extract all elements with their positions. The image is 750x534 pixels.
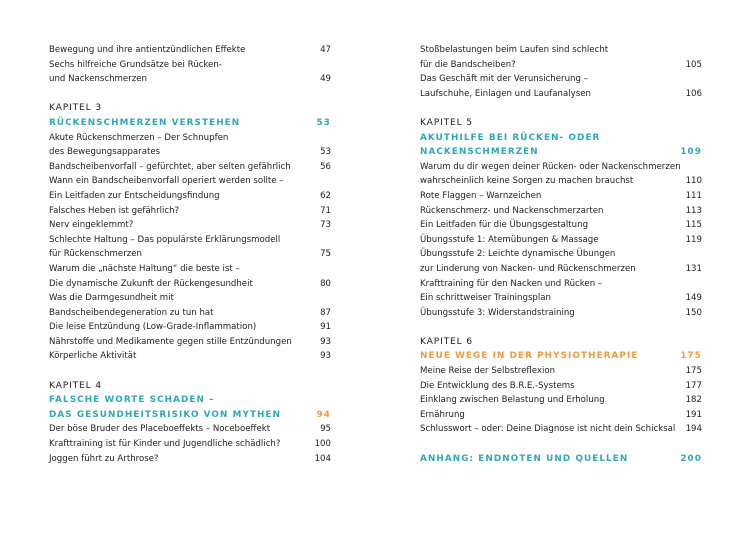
toc-entry [420, 160, 702, 175]
page-number: 100 [314, 439, 331, 450]
page-number: 150 [685, 307, 702, 318]
toc-entry [49, 262, 331, 277]
section-spacer [49, 87, 331, 102]
page-number: 53 [320, 147, 331, 158]
toc-entry [49, 320, 331, 335]
toc-entry [49, 422, 331, 437]
page-number: 175 [680, 351, 702, 362]
toc-entry-title: Nerv eingeklemmt? [49, 220, 134, 231]
chapter-label [49, 379, 331, 394]
chapter-title [420, 349, 702, 364]
toc-entry [49, 349, 331, 364]
toc-entry-title: Die Entwicklung des B.R.E.-Systems [420, 380, 575, 391]
toc-entry-title: Warum die „nächste Haltung“ die beste ist – [49, 263, 240, 274]
chapter-number: KAPITEL 5 [420, 116, 473, 128]
toc-entry [49, 72, 331, 87]
section-spacer [420, 101, 702, 116]
page-number: 110 [685, 176, 702, 187]
toc-entry-title: Rückenschmerz- und Nackenschmerzarten [420, 205, 604, 216]
toc-entry [49, 277, 331, 292]
page-number: 191 [685, 409, 702, 420]
toc-entry [49, 233, 331, 248]
chapter-title [49, 408, 331, 423]
toc-entry-title: für Rückenschmerzen [49, 249, 142, 260]
chapter-label [420, 116, 702, 131]
page-number: 62 [320, 190, 331, 201]
toc-entry [420, 277, 702, 292]
toc-entry [420, 291, 702, 306]
page-number: 73 [320, 220, 331, 231]
section-spacer [49, 364, 331, 379]
page-number: 47 [320, 45, 331, 55]
page-number: 111 [685, 190, 702, 201]
toc-entry [49, 174, 331, 189]
toc-entry [49, 218, 331, 233]
toc-entry [49, 204, 331, 219]
chapter-number: KAPITEL 3 [49, 102, 102, 114]
page-number: 109 [680, 147, 702, 158]
chapter-title [49, 116, 331, 131]
toc-entry-title: Nährstoffe und Medikamente gegen stille Entzündungen [49, 336, 292, 347]
page-number: 104 [314, 453, 331, 464]
toc-entry-title: Krafttraining ist für Kinder und Jugendliche schädlich? [49, 439, 281, 450]
toc-entry-title: Falsches Heben ist gefährlich? [49, 205, 180, 216]
chapter-title-text: DAS GESUNDHEITSRISIKO VON MYTHEN [49, 409, 282, 420]
toc-entry [420, 43, 702, 58]
chapter-label [49, 101, 331, 116]
toc-entry-title: Was die Darmgesundheit mit [49, 293, 174, 304]
page-number: 93 [320, 351, 331, 362]
toc-entry [420, 306, 702, 321]
toc-entry [49, 131, 331, 146]
toc-entry [49, 160, 331, 175]
page-number: 91 [320, 322, 331, 333]
toc-column-right [420, 43, 702, 466]
toc-entry-title: Joggen führt zu Arthrose? [49, 453, 159, 464]
toc-entry [49, 189, 331, 204]
toc-entry [420, 422, 702, 437]
toc-entry-title: Meine Reise der Selbstreflexion [420, 366, 556, 377]
toc-entry-title: Laufschuhe, Einlagen und Laufanalysen [420, 88, 591, 99]
toc-entry-title: Bewegung und ihre antientzündlichen Effekte [49, 45, 246, 55]
toc-entry-title: Übungsstufe 3: Widerstandstraining [420, 307, 575, 318]
toc-entry [420, 204, 702, 219]
toc-entry-title: Die dynamische Zukunft der Rückengesundheit [49, 278, 253, 289]
toc-column-left [49, 43, 331, 466]
toc-entry [420, 58, 702, 73]
page-number: 113 [685, 205, 702, 216]
page-number: 194 [685, 424, 702, 435]
toc-entry-title: zur Linderung von Nacken- und Rückenschmerzen [420, 263, 636, 274]
toc-entry-title: Einklang zwischen Belastung und Erholung [420, 395, 605, 406]
chapter-title [49, 393, 331, 408]
chapter-title-text: NEUE WEGE IN DER PHYSIOTHERAPIE [420, 351, 639, 362]
toc-entry-title: Die leise Entzündung (Low-Grade-Inflammation) [49, 322, 257, 333]
toc-entry-title: des Bewegungsapparates [49, 147, 161, 158]
chapter-title-text: AKUTHILFE BEI RÜCKEN- ODER [420, 132, 601, 143]
toc-entry-title: Das Geschäft mit der Verunsicherung – [420, 74, 588, 85]
page-number: 182 [685, 395, 702, 406]
toc-entry [420, 247, 702, 262]
toc-entry [420, 262, 702, 277]
chapter-label [420, 335, 702, 350]
toc-entry [420, 364, 702, 379]
toc-entry-title: Übungsstufe 1: Atemübungen & Massage [420, 234, 599, 245]
page-number: 177 [685, 380, 702, 391]
page-number: 56 [320, 161, 331, 172]
chapter-title [420, 145, 702, 160]
toc-entry-title: für die Bandscheiben? [420, 59, 516, 70]
page-number: 175 [685, 366, 702, 377]
page-number: 87 [320, 307, 331, 318]
chapter-title-text: RÜCKENSCHMERZEN VERSTEHEN [49, 117, 241, 128]
page-number: 53 [316, 117, 331, 128]
toc-entry-title: Übungsstufe 2: Leichte dynamische Übungen [420, 249, 616, 260]
section-spacer [420, 437, 702, 452]
chapter-number: KAPITEL 6 [420, 335, 473, 347]
toc-entry [420, 218, 702, 233]
toc-entry [49, 306, 331, 321]
chapter-title-text: ANHANG: ENDNOTEN UND QUELLEN [420, 453, 629, 464]
chapter-title-text: FALSCHE WORTE SCHADEN – [49, 395, 215, 406]
toc-entry-title: Warum du dir wegen deiner Rücken- oder Nackenschmerzen [420, 161, 681, 172]
page-number: 75 [320, 249, 331, 260]
page-number: 119 [685, 234, 702, 245]
page-number: 106 [685, 88, 702, 99]
toc-entry [420, 174, 702, 189]
section-spacer [420, 320, 702, 335]
toc-entry [49, 145, 331, 160]
toc-entry [49, 43, 331, 58]
toc-entry-title: Körperliche Aktivität [49, 351, 137, 362]
toc-entry [420, 87, 702, 102]
toc-entry-title: Stoßbelastungen beim Laufen sind schlecht [420, 45, 609, 55]
toc-entry [420, 189, 702, 204]
toc-entry-title: Schlusswort – oder: Deine Diagnose ist nicht dein Schicksal [420, 424, 676, 435]
toc-entry [49, 437, 331, 452]
page-number: 80 [320, 278, 331, 289]
page-number: 131 [685, 263, 702, 274]
chapter-title [420, 452, 702, 467]
toc-entry [49, 335, 331, 350]
toc-entry-title: Bandscheibenvorfall – gefürchtet, aber selten gefährlich [49, 161, 291, 172]
toc-entry-title: Schlechte Haltung – Das populärste Erklärungsmodell [49, 234, 281, 245]
page-number: 71 [320, 205, 331, 216]
page-number: 105 [685, 59, 702, 70]
toc-entry-title: Wann ein Bandscheibenvorfall operiert werden sollte – [49, 176, 284, 187]
toc-entry-title: Ein Leitfaden zur Entscheidungsfindung [49, 190, 220, 201]
toc-entry [49, 247, 331, 262]
page-number: 149 [685, 293, 702, 304]
page-number: 200 [680, 453, 702, 464]
page-number: 93 [320, 336, 331, 347]
toc-entry-title: Sechs hilfreiche Grundsätze bei Rücken- [49, 59, 222, 70]
toc-entry [49, 58, 331, 73]
toc-entry-title: Ein schrittweiser Trainingsplan [420, 293, 551, 304]
page-number: 115 [685, 220, 702, 231]
toc-entry-title: Der böse Bruder des Placeboeffekts – Noceboeffekt [49, 424, 271, 435]
toc-entry-title: Bandscheibendegeneration zu tun hat [49, 307, 214, 318]
toc-entry [420, 408, 702, 423]
chapter-title [420, 131, 702, 146]
toc-entry-title: Akute Rückenschmerzen – Der Schnupfen [49, 132, 229, 143]
toc-entry-title: und Nackenschmerzen [49, 74, 147, 85]
toc-entry [420, 379, 702, 394]
page-number: 49 [320, 74, 331, 85]
chapter-number: KAPITEL 4 [49, 379, 102, 391]
toc-entry-title: Ernährung [420, 409, 465, 420]
toc-entry [420, 393, 702, 408]
toc-entry [49, 291, 331, 306]
toc-entry [420, 233, 702, 248]
toc-entry [420, 72, 702, 87]
toc-entry-title: wahrscheinlich keine Sorgen zu machen brauchst [420, 176, 634, 187]
toc-entry-title: Ein Leitfaden für die Übungsgestaltung [420, 220, 589, 231]
page-number: 94 [316, 409, 331, 420]
toc-entry-title: Rote Flaggen – Warnzeichen [420, 190, 542, 201]
page-number: 95 [320, 424, 331, 435]
toc-entry [49, 452, 331, 467]
chapter-title-text: NACKENSCHMERZEN [420, 147, 539, 158]
toc-entry-title: Krafttraining für den Nacken und Rücken – [420, 278, 603, 289]
